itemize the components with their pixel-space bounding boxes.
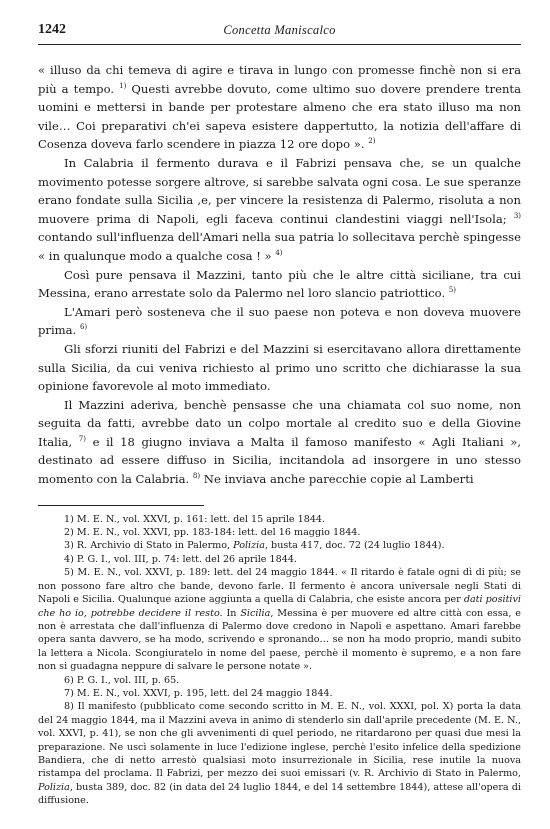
footnote-number: 4) xyxy=(64,553,74,565)
footnote-number: 1) xyxy=(64,513,74,525)
text-run: Polizia xyxy=(233,540,265,552)
text-run: M. E. N., vol. XXVI, p. 161: lett. del 15 aprile 1844. xyxy=(76,513,326,525)
paragraph xyxy=(38,266,521,303)
footnote-ref: 5) xyxy=(448,286,457,295)
footnote xyxy=(38,513,521,526)
footnote-ref: 3) xyxy=(513,211,521,220)
text-run: Il Mazzini aderiva, benchè pensasse che una chiamata col suo nome, non seguita da fatti, avrebbe dato un colpo mortale al credito suo e della Giovine Italia, xyxy=(38,397,521,449)
text-run: P. G. I., vol. III, p. 65. xyxy=(76,674,180,686)
paragraph xyxy=(38,61,521,154)
text-run: In Calabria il fermento durava e il Fabrizi pensava che, se un qualche movimento potesse sorgere altrove, si sarebbe salvata ogni cosa. Le sue speranze erano fondate sulla Sicilia ,e, per vincere la resistenza di Palermo, risoluta a non muovere prima di Napoli, egli faceva continui clandestini viaggi nell'Isola; xyxy=(38,155,521,226)
text-run: M. E. N., vol. XXVI, p. 189: lett. del 24 maggio 1844. « Il ritardo è fatale ogni dì di più; se non possono fare altro che bande, devono farle. Il fermento è ancora universale negli Stati di Napoli e Sicilia. Qualunque azione aggiunta a quella di Calabria, che esiste ancora per xyxy=(38,567,521,606)
footnote-ref: 1) xyxy=(119,81,127,90)
footnote xyxy=(38,553,521,566)
footnote-number: 5) xyxy=(64,567,74,579)
paragraph xyxy=(38,396,521,489)
footnote-ref: 2) xyxy=(368,137,376,146)
footnotes xyxy=(38,513,521,808)
running-title: Concetta Maniscalco xyxy=(223,23,336,37)
text-run: Sicilia xyxy=(240,607,271,619)
text-run: , busta 389, doc. 82 (in data del 24 luglio 1844, e del 14 settembre 1844), attese all'opera di diffusione. xyxy=(38,781,521,807)
footnote-number: 3) xyxy=(64,540,74,552)
text-run: dati positivi che ho io, potrebbe decidere il resto. xyxy=(38,594,521,619)
text-run: L'Amari però sosteneva che il suo paese non poteva e non doveva muovere prima. xyxy=(38,304,521,338)
page-number: 1242 xyxy=(38,22,66,37)
footnote xyxy=(38,674,521,687)
footnote-number: 8) xyxy=(64,701,74,713)
footnote-number: 6) xyxy=(64,674,74,686)
text-run: « illuso da chi temeva di agire e tirava in lungo con promesse finchè non si era più a tempo. xyxy=(38,63,521,96)
text-run: , busta 417, doc. 72 (24 luglio 1844). xyxy=(264,540,445,552)
text-run: Questi avrebbe dovuto, come ultimo suo dovere prendere trenta uomini e mettersi in bande per protestare almeno che era stato illuso ma non vile… Coi preparativi ch'ei sapeva esistere dappertutto, la notizia dell'affare di Cosenza doveva farlo scendere in piazza 12 ore dopo ». xyxy=(38,81,521,152)
paragraph xyxy=(38,154,521,266)
footnote xyxy=(38,700,521,807)
text-run: Il manifesto (pubblicato come secondo scritto in M. E. N., vol. XXXI, pol. X) porta la data del 24 maggio 1844, ma il Mazzini aveva in animo di stenderlo sin dall'aprile precedente (M. E. N., vol. XXVI, p. 41), se non che gli avvenimenti di quel periodo, ne ritardarono per quasi due mesi la preparazione. Ne uscì solamente in luce l'edizione inglese, perchè l'esito infelice della spedizione Bandiera, che di netto arrestò qualsiasi moto insurrezionale in Sicilia, rese inutile la nuova ristampa del proclama. Il Fabrizi, per mezzo dei suoi emissari (v. R. Archivio di Stato in Palermo, xyxy=(38,701,521,780)
footnote xyxy=(38,566,521,673)
footnote-rule xyxy=(38,505,204,506)
footnote xyxy=(38,687,521,700)
text-run: , Messina è per muovere ed altre città con essa, e non è arrestata che dall'influenza di Palermo dove credono in Napoli e aspettano. Amari farebbe opera santa davvero, se ha modo, scrivendo e spronando… se non ha modo proprio, mandi subito la lettera a Nicola. Scongiuratelo in nome del paese, perchè il momento è supremo, e a non fare non si guadagna neppure di salvare le persone notate ». xyxy=(38,607,521,673)
paragraph xyxy=(38,303,521,340)
text-run: In xyxy=(222,607,241,619)
footnote xyxy=(38,526,521,539)
footnote-number: 7) xyxy=(64,687,74,699)
footnote xyxy=(38,539,521,552)
text-run: contando sull'influenza dell'Amari nella sua patria lo sollecitava perchè spingesse « in qualunque modo a qualche cosa ! » xyxy=(38,230,521,263)
text-run: e il 18 giugno inviava a Malta il famoso manifesto « Agli Italiani », destinato ad essere diffuso in Sicilia, incitandola ad insorgere in uno stesso momento con la Calabria. xyxy=(38,434,522,487)
main-text xyxy=(38,61,521,489)
footnote-number: 2) xyxy=(64,527,74,539)
text-run: R. Archivio di Stato in Palermo, xyxy=(76,540,234,552)
footnote-ref: 8) xyxy=(192,472,201,481)
footnote-ref: 7) xyxy=(78,435,86,444)
text-run: Ne inviava anche parecchie copie al Lamberti xyxy=(200,472,474,487)
footnote-ref: 6) xyxy=(79,323,88,332)
footnote-ref: 4) xyxy=(275,249,283,258)
text-run: Così pure pensava il Mazzini, tanto più che le altre città siciliane, tra cui Messina, erano arrestate solo da Palermo nel loro slancio patriottico. xyxy=(38,267,521,301)
text-run: Polizia xyxy=(38,781,70,793)
paragraph xyxy=(38,340,521,396)
text-run: M. E. N., vol. XXVI, p. 195, lett. del 24 maggio 1844. xyxy=(76,687,333,699)
page-header xyxy=(38,22,521,40)
text-run: Gli sforzi riuniti del Fabrizi e del Mazzini si esercitavano allora direttamente sulla Sicilia, da cui veniva richiesto al primo uno scritto che dichiarasse la sua opinione favorevole al moto immediato. xyxy=(38,341,521,394)
text-run: P. G. I., vol. III, p. 74: lett. del 26 aprile 1844. xyxy=(76,553,297,565)
header-rule xyxy=(38,44,521,45)
text-run: M. E. N., vol. XXVI, pp. 183-184: lett. del 16 maggio 1844. xyxy=(76,527,361,539)
